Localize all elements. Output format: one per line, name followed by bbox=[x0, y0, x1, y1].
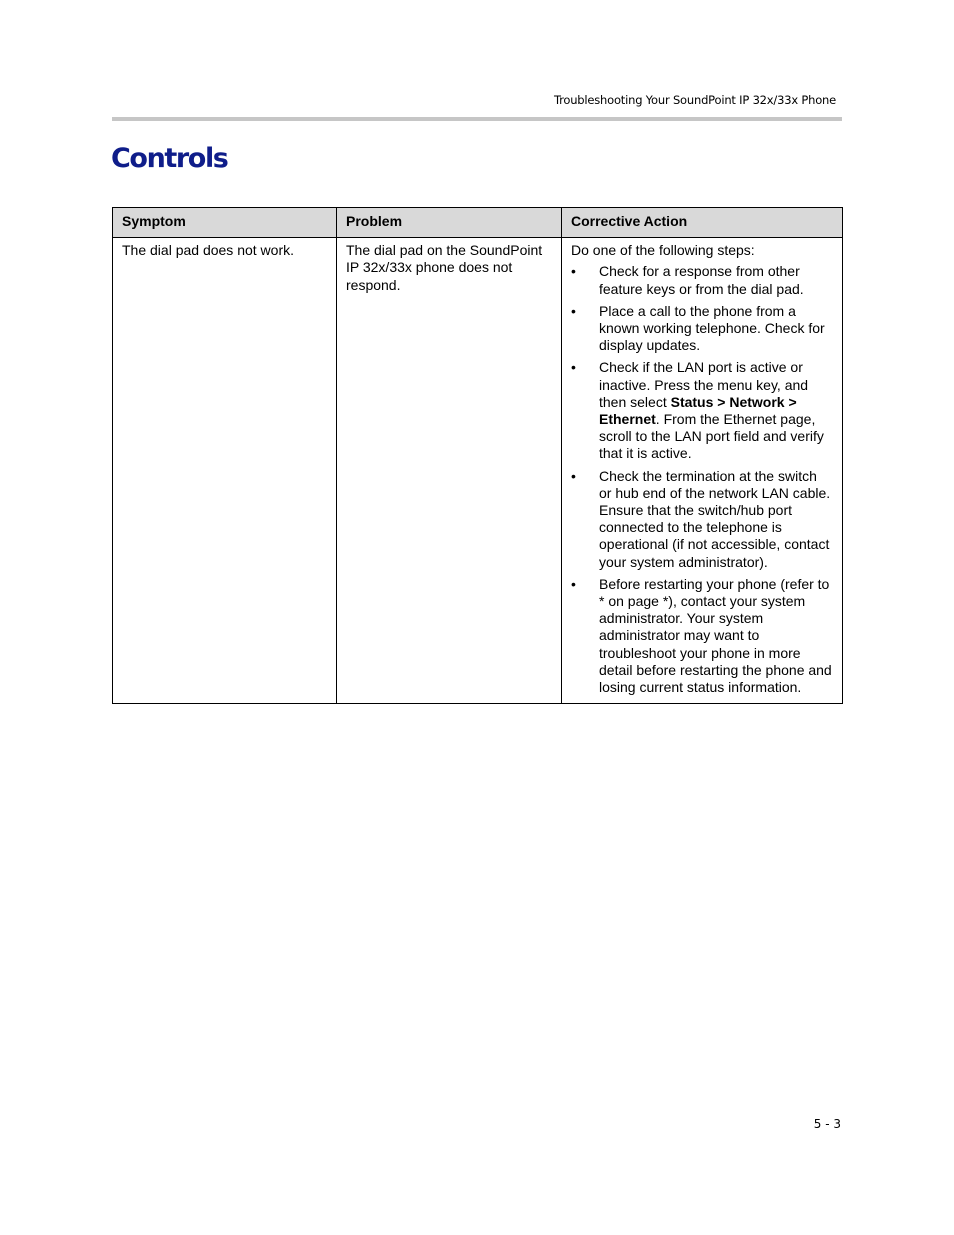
column-header-symptom: Symptom bbox=[113, 208, 337, 238]
problem-cell: The dial pad on the SoundPoint IP 32x/33x phone does not respond. bbox=[337, 238, 562, 704]
list-item bbox=[571, 303, 833, 355]
bullet-icon: • bbox=[571, 302, 576, 319]
header-rule bbox=[112, 117, 842, 121]
step-text: Place a call to the phone from a known working telephone. Check for display updates. bbox=[599, 302, 825, 354]
bullet-icon: • bbox=[571, 467, 576, 484]
step-text: Check the termination at the switch or hub end of the network LAN cable. Ensure that the switch/hub port connected to the telephone is operational (if not accessible, contact your system administrator). bbox=[599, 467, 831, 570]
list-item bbox=[571, 576, 833, 696]
page-number: 5 - 3 bbox=[813, 1117, 841, 1131]
running-header: Troubleshooting Your SoundPoint IP 32x/33x Phone bbox=[553, 93, 836, 107]
action-steps-list bbox=[571, 263, 833, 696]
symptom-cell: The dial pad does not work. bbox=[113, 238, 337, 704]
step-text: Check for a response from other feature keys or from the dial pad. bbox=[599, 263, 804, 297]
list-item bbox=[571, 359, 833, 462]
action-intro: Do one of the following steps: bbox=[571, 242, 755, 259]
troubleshooting-table bbox=[112, 207, 843, 704]
step-text bbox=[599, 359, 824, 461]
column-header-corrective-action: Corrective Action bbox=[562, 208, 843, 238]
step-text: Before restarting your phone (refer to * on page *), contact your system administrator. Your system administrator may want to troubleshoot your phone in more detail before restarting the phone and losing current status information. bbox=[599, 575, 832, 696]
step-text-post: . From the Ethernet page, scroll to the LAN port field and verify that it is active. bbox=[599, 411, 824, 462]
list-item bbox=[571, 468, 833, 571]
table-row bbox=[113, 238, 843, 704]
bullet-icon: • bbox=[571, 359, 576, 376]
column-header-problem: Problem bbox=[337, 208, 562, 238]
step-text-pre: Check if the LAN port is active or inactive. Press the menu key, and then select bbox=[599, 359, 809, 410]
list-item bbox=[571, 263, 833, 297]
bullet-icon: • bbox=[571, 575, 576, 592]
table-header-row bbox=[113, 208, 843, 238]
bullet-icon: • bbox=[571, 263, 576, 280]
corrective-action-cell bbox=[562, 238, 843, 704]
section-title: Controls bbox=[111, 143, 228, 174]
menu-path: Status > Network > Ethernet bbox=[599, 393, 797, 428]
